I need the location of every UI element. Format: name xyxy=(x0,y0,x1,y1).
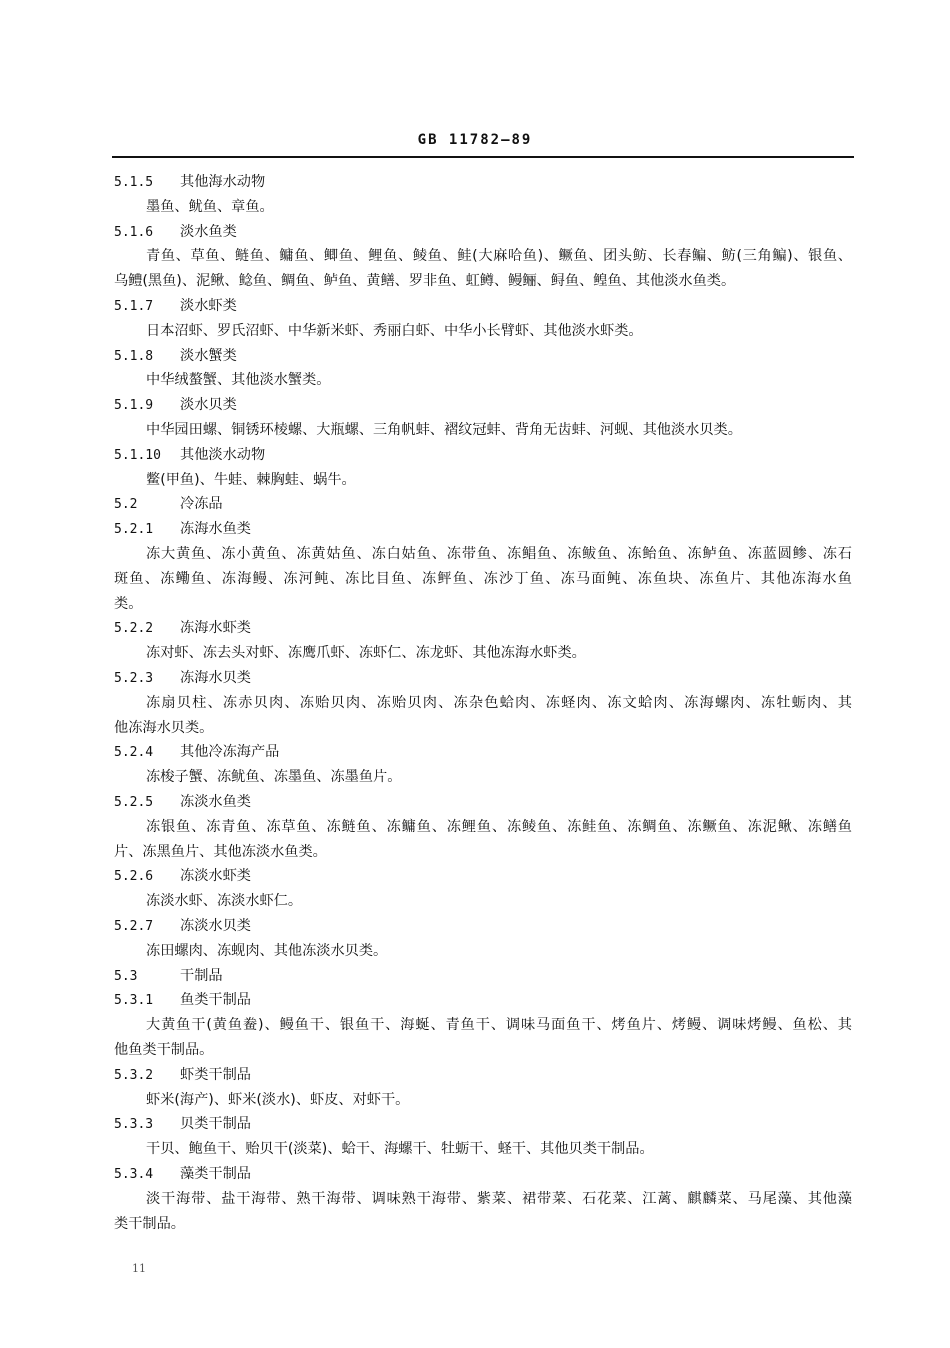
section-text-line: 乌鳢(黑鱼)、泥鳅、鲶鱼、鲷鱼、鲈鱼、黄鳝、罗非鱼、虹鳟、鳗鲡、鲟鱼、鳇鱼、其他淡水鱼类。 xyxy=(114,273,736,290)
section-heading xyxy=(114,519,251,540)
section-text-line: 类。 xyxy=(114,595,143,612)
section-number: 5.1.5 xyxy=(114,175,154,190)
section-title: 淡水贝类 xyxy=(180,397,237,414)
section-heading xyxy=(114,222,237,243)
section-heading xyxy=(114,1164,251,1185)
section-text-line: 他鱼类干制品。 xyxy=(114,1042,214,1058)
section-title: 冻淡水鱼类 xyxy=(180,794,251,810)
section-title: 冻淡水贝类 xyxy=(180,918,251,934)
section-text-line: 冻扇贝柱、冻赤贝肉、冻贻贝肉、冻贻贝肉、冻杂色蛤肉、冻蛏肉、冻文蛤肉、冻海螺肉、冻牡蛎肉、其 xyxy=(146,694,852,711)
section-text-line: 干贝、鲍鱼干、贻贝干(淡菜)、蛤干、海螺干、牡蛎干、蛏干、其他贝类干制品。 xyxy=(146,1141,654,1158)
page-number: 11 xyxy=(132,1262,146,1275)
section-text-line: 冻梭子蟹、冻鱿鱼、冻墨鱼、冻墨鱼片。 xyxy=(146,769,402,786)
section-heading xyxy=(114,494,223,515)
section-title: 淡水虾类 xyxy=(180,298,237,314)
section-text-line: 鳖(甲鱼)、牛蛙、棘胸蛙、蜗牛。 xyxy=(146,471,356,488)
section-text-line: 冻银鱼、冻青鱼、冻草鱼、冻鲢鱼、冻鳙鱼、冻鲤鱼、冻鲮鱼、冻鲑鱼、冻鲷鱼、冻鳜鱼、冻泥鳅、冻鳝鱼 xyxy=(146,818,852,835)
section-number: 5.3.4 xyxy=(114,1167,154,1182)
section-heading xyxy=(114,866,251,887)
section-text-line: 虾米(海产)、虾米(淡水)、虾皮、对虾干。 xyxy=(146,1091,410,1108)
section-number: 5.2.4 xyxy=(114,745,154,761)
section-title: 鱼类干制品 xyxy=(180,992,251,1009)
section-heading xyxy=(114,668,251,689)
section-title: 冻淡水虾类 xyxy=(180,868,251,885)
section-title: 冻海水贝类 xyxy=(180,670,251,686)
section-text-line: 大黄鱼干(黄鱼鲞)、鳗鱼干、银鱼干、海蜒、青鱼干、调味马面鱼干、烤鱼片、烤鳗、调味烤鳗、鱼松、其 xyxy=(146,1017,852,1034)
section-number: 5.1.7 xyxy=(114,299,154,314)
section-text-line: 片、冻黑鱼片、其他冻淡水鱼类。 xyxy=(114,843,327,860)
section-text-line: 日本沼虾、罗氏沼虾、中华新米虾、秀丽白虾、中华小长臂虾、其他淡水虾类。 xyxy=(146,322,643,339)
section-number: 5.2.3 xyxy=(114,671,154,686)
section-heading xyxy=(114,445,265,466)
header-rule xyxy=(112,156,854,158)
page-header: GB 11782—89 xyxy=(417,132,533,148)
section-heading xyxy=(114,742,279,763)
section-text-line: 冻田螺肉、冻蚬肉、其他冻淡水贝类。 xyxy=(146,942,388,959)
section-text-line: 他冻海水贝类。 xyxy=(114,719,214,736)
section-heading xyxy=(114,618,251,639)
section-text-line: 墨鱼、鱿鱼、章鱼。 xyxy=(146,198,274,215)
section-heading xyxy=(114,916,251,937)
section-heading xyxy=(114,990,251,1011)
section-number: 5.1.6 xyxy=(114,224,154,240)
section-text-line: 斑鱼、冻鳓鱼、冻海鳗、冻河鲀、冻比目鱼、冻鲆鱼、冻沙丁鱼、冻马面鲀、冻鱼块、冻鱼片、其他冻海水鱼 xyxy=(114,570,852,587)
section-number: 5.2.2 xyxy=(114,621,154,637)
section-heading xyxy=(114,296,237,317)
section-text-line: 类干制品。 xyxy=(114,1215,185,1232)
section-text-line: 淡干海带、盐干海带、熟干海带、调味熟干海带、紫菜、裙带菜、石花菜、江蓠、麒麟菜、马尾藻、其他藻 xyxy=(146,1190,852,1207)
section-heading xyxy=(114,792,251,813)
section-number: 5.3.2 xyxy=(114,1067,154,1083)
section-number: 5.1.9 xyxy=(114,398,154,414)
section-heading xyxy=(114,395,237,416)
section-number: 5.3 xyxy=(114,968,138,984)
section-title: 其他海水动物 xyxy=(180,174,266,190)
section-text-line: 冻大黄鱼、冻小黄鱼、冻黄姑鱼、冻白姑鱼、冻带鱼、冻鲳鱼、冻鲅鱼、冻鲐鱼、冻鲈鱼、冻蓝圆鲹、冻石 xyxy=(146,546,852,562)
section-text-line: 冻对虾、冻去头对虾、冻鹰爪虾、冻虾仁、冻龙虾、其他冻海水虾类。 xyxy=(146,645,586,662)
section-title: 贝类干制品 xyxy=(180,1116,251,1133)
section-title: 淡水鱼类 xyxy=(180,223,237,240)
section-title: 冻海水虾类 xyxy=(180,620,251,637)
section-number: 5.2.7 xyxy=(114,919,154,934)
section-number: 5.2 xyxy=(114,497,138,513)
section-title: 藻类干制品 xyxy=(180,1166,251,1182)
section-number: 5.2.6 xyxy=(114,869,154,885)
section-heading xyxy=(114,1114,251,1135)
section-heading xyxy=(114,172,265,193)
section-number: 5.3.3 xyxy=(114,1117,154,1133)
section-title: 其他冷冻海产品 xyxy=(180,744,280,761)
section-heading xyxy=(114,1065,251,1086)
section-text-line: 中华园田螺、铜锈环棱螺、大瓶螺、三角帆蚌、褶纹冠蚌、背角无齿蚌、河蚬、其他淡水贝类。 xyxy=(146,422,742,438)
section-heading xyxy=(114,966,223,987)
section-number: 5.2.5 xyxy=(114,795,154,810)
section-text-line: 中华绒螯蟹、其他淡水蟹类。 xyxy=(146,372,331,389)
section-title: 淡水蟹类 xyxy=(180,347,237,364)
section-number: 5.1.8 xyxy=(114,348,154,364)
section-title: 干制品 xyxy=(180,967,223,984)
section-title: 其他淡水动物 xyxy=(180,446,266,463)
section-title: 冻海水鱼类 xyxy=(180,521,251,538)
section-title: 冷冻品 xyxy=(180,496,223,513)
section-heading xyxy=(114,346,237,367)
section-text-line: 青鱼、草鱼、鲢鱼、鳙鱼、鲫鱼、鲤鱼、鲮鱼、鲑(大麻哈鱼)、鳜鱼、团头鲂、长春鳊、鲂(三角鳊)、银鱼、 xyxy=(146,248,852,265)
section-number: 5.3.1 xyxy=(114,993,154,1009)
section-text-line: 冻淡水虾、冻淡水虾仁。 xyxy=(146,893,303,910)
section-number: 5.1.10 xyxy=(114,447,161,463)
section-title: 虾类干制品 xyxy=(180,1066,251,1083)
section-number: 5.2.1 xyxy=(114,522,154,538)
